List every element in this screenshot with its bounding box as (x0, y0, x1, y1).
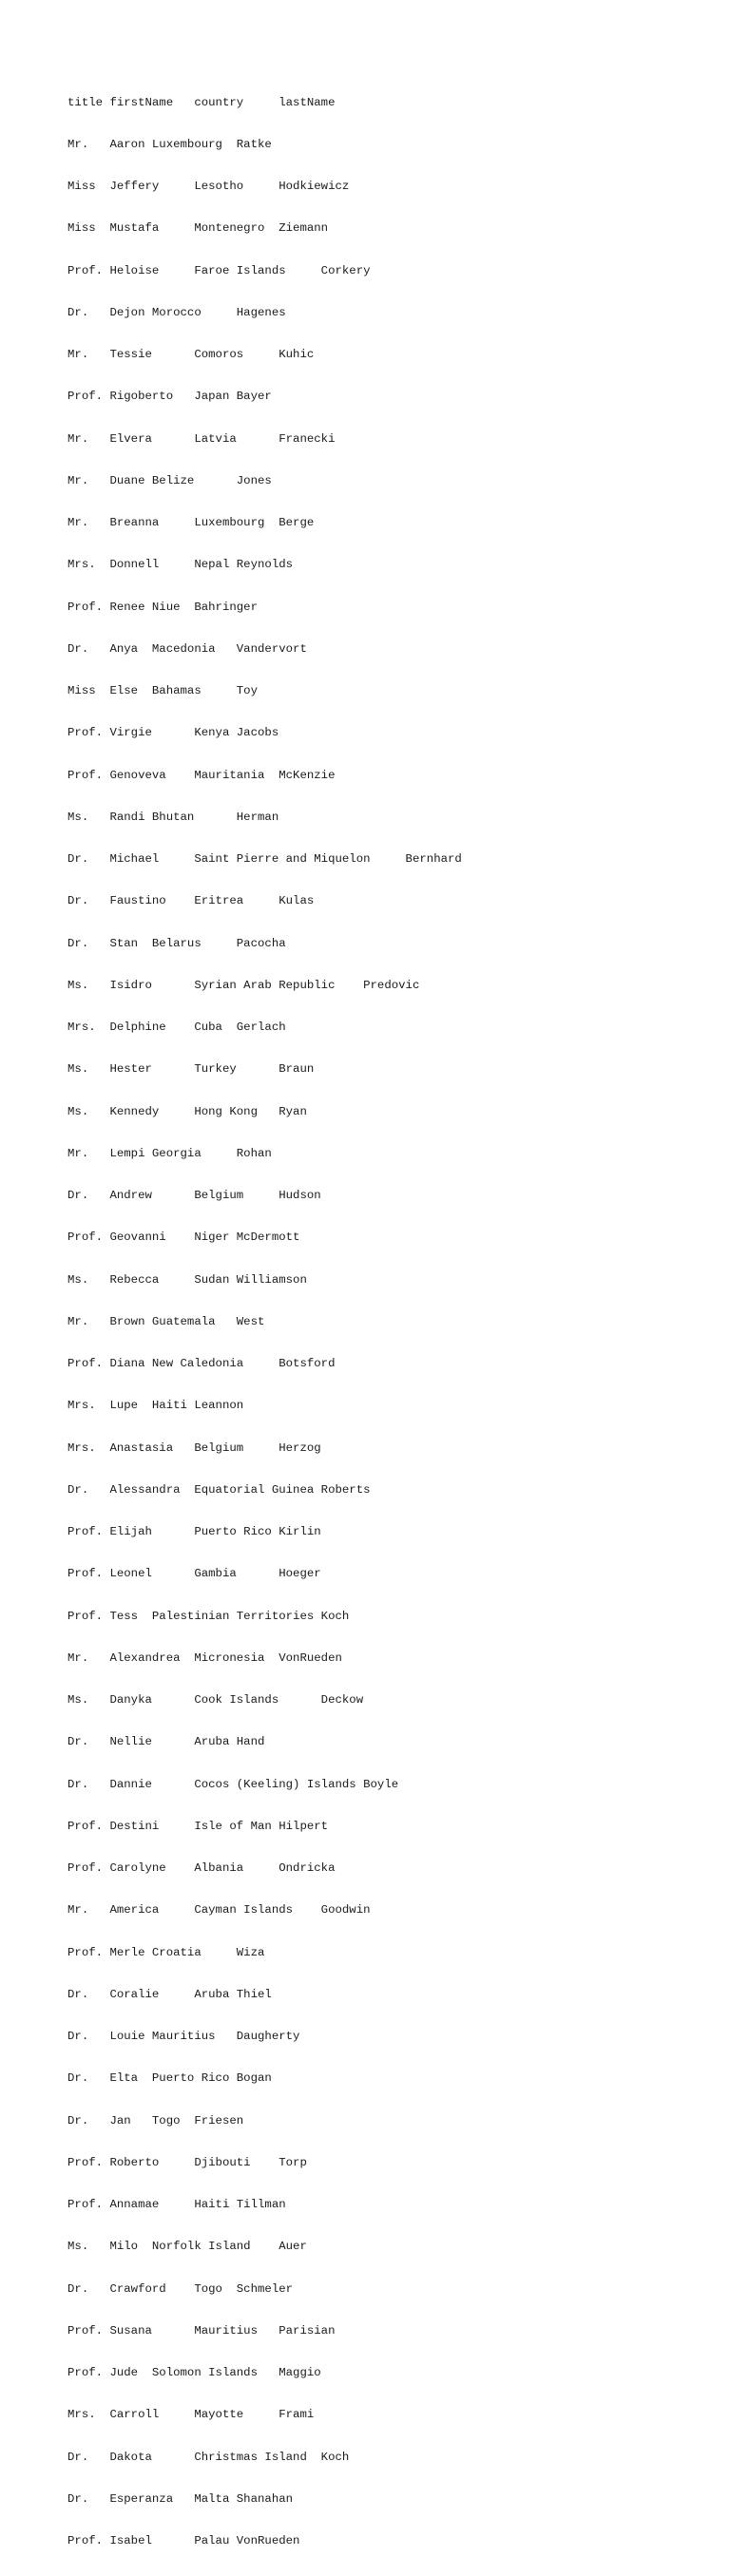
text-line: Prof. Leonel Gambia Hoeger (67, 1567, 321, 1581)
text-line: Prof. Heloise Faroe Islands Corkery (67, 263, 371, 277)
text-line: Dr. Dakota Christmas Island Koch (67, 2450, 350, 2464)
text-line: Ms. Isidro Syrian Arab Republic Predovic (67, 978, 420, 992)
text-line: Mr. America Cayman Islands Goodwin (67, 1903, 371, 1918)
text-line: Mr. Brown Guatemala West (67, 1314, 265, 1328)
text-line: Dr. Jan Togo Friesen (67, 2113, 244, 2128)
text-line: Prof. Isabel Palau VonRueden (67, 2534, 300, 2547)
text-line: Ms. Danyka Cook Islands Deckow (67, 1693, 364, 1707)
text-line: Prof. Jude Solomon Islands Maggio (67, 2366, 321, 2379)
text-line: Mrs. Lupe Haiti Leannon (67, 1399, 244, 1413)
tab-separated-text (67, 67, 462, 2576)
text-line: Ms. Kennedy Hong Kong Ryan (67, 1104, 307, 1118)
text-line: Dr. Dejon Morocco Hagenes (67, 305, 286, 319)
text-line: Prof. Tess Palestinian Territories Koch (67, 1609, 350, 1623)
text-line: Dr. Coralie Aruba Thiel (67, 1987, 272, 2001)
text-line: Mr. Elvera Latvia Franecki (67, 431, 336, 446)
text-line: Miss Jeffery Lesotho Hodkiewicz (67, 180, 350, 193)
text-line: Mrs. Anastasia Belgium Herzog (67, 1441, 321, 1455)
text-line: Dr. Alessandra Equatorial Guinea Roberts (67, 1482, 371, 1497)
text-line: Mr. Aaron Luxembourg Ratke (67, 137, 272, 151)
text-line: Prof. Genoveva Mauritania McKenzie (67, 768, 336, 782)
text-line: Dr. Louie Mauritius Daugherty (67, 2030, 300, 2043)
text-line: Dr. Esperanza Malta Shanahan (67, 2491, 294, 2506)
text-line: Dr. Michael Saint Pierre and Miquelon Bernhard (67, 852, 462, 866)
text-line: Ms. Rebecca Sudan Williamson (67, 1272, 307, 1287)
text-line: Miss Mustafa Montenegro Ziemann (67, 221, 329, 236)
text-line: Mr. Tessie Comoros Kuhic (67, 348, 315, 361)
text-line: Prof. Carolyne Albania Ondricka (67, 1861, 336, 1875)
text-line: Ms. Randi Bhutan Herman (67, 810, 279, 824)
text-line: Prof. Merle Croatia Wiza (67, 1945, 265, 1959)
text-line: Dr. Anya Macedonia Vandervort (67, 641, 307, 656)
text-line: Dr. Dannie Cocos (Keeling) Islands Boyle (67, 1777, 399, 1791)
text-line: Prof. Annamae Haiti Tillman (67, 2198, 286, 2211)
text-line: Prof. Destini Isle of Man Hilpert (67, 1819, 329, 1833)
text-line: Dr. Nellie Aruba Hand (67, 1735, 265, 1749)
text-line: Prof. Roberto Djibouti Torp (67, 2155, 307, 2169)
header-line: title firstName country lastName (67, 95, 336, 109)
text-line: Mr. Alexandrea Micronesia VonRueden (67, 1651, 342, 1665)
text-line: Mr. Lempi Georgia Rohan (67, 1146, 272, 1160)
text-line: Prof. Virgie Kenya Jacobs (67, 726, 279, 740)
text-line: Ms. Hester Turkey Braun (67, 1062, 315, 1077)
text-line: Dr. Crawford Togo Schmeler (67, 2281, 294, 2296)
text-line: Prof. Rigoberto Japan Bayer (67, 390, 272, 404)
text-line: Prof. Susana Mauritius Parisian (67, 2323, 336, 2337)
text-line: Mrs. Delphine Cuba Gerlach (67, 1021, 286, 1034)
text-line: Mr. Duane Belize Jones (67, 473, 272, 487)
text-line: Dr. Elta Puerto Rico Bogan (67, 2071, 272, 2086)
text-line: Mr. Breanna Luxembourg Berge (67, 516, 315, 529)
text-line: Prof. Renee Niue Bahringer (67, 600, 259, 614)
text-line: Miss Else Bahamas Toy (67, 684, 259, 697)
text-line: Ms. Milo Norfolk Island Auer (67, 2240, 307, 2254)
text-line: Dr. Stan Belarus Pacocha (67, 936, 286, 950)
text-line: Dr. Andrew Belgium Hudson (67, 1189, 321, 1202)
text-line: Mrs. Carroll Mayotte Frami (67, 2408, 315, 2422)
text-line: Prof. Geovanni Niger McDermott (67, 1231, 300, 1245)
text-line: Prof. Diana New Caledonia Botsford (67, 1357, 336, 1370)
text-line: Dr. Faustino Eritrea Kulas (67, 894, 315, 908)
text-line: Prof. Elijah Puerto Rico Kirlin (67, 1525, 321, 1538)
text-line: Mrs. Donnell Nepal Reynolds (67, 558, 294, 572)
